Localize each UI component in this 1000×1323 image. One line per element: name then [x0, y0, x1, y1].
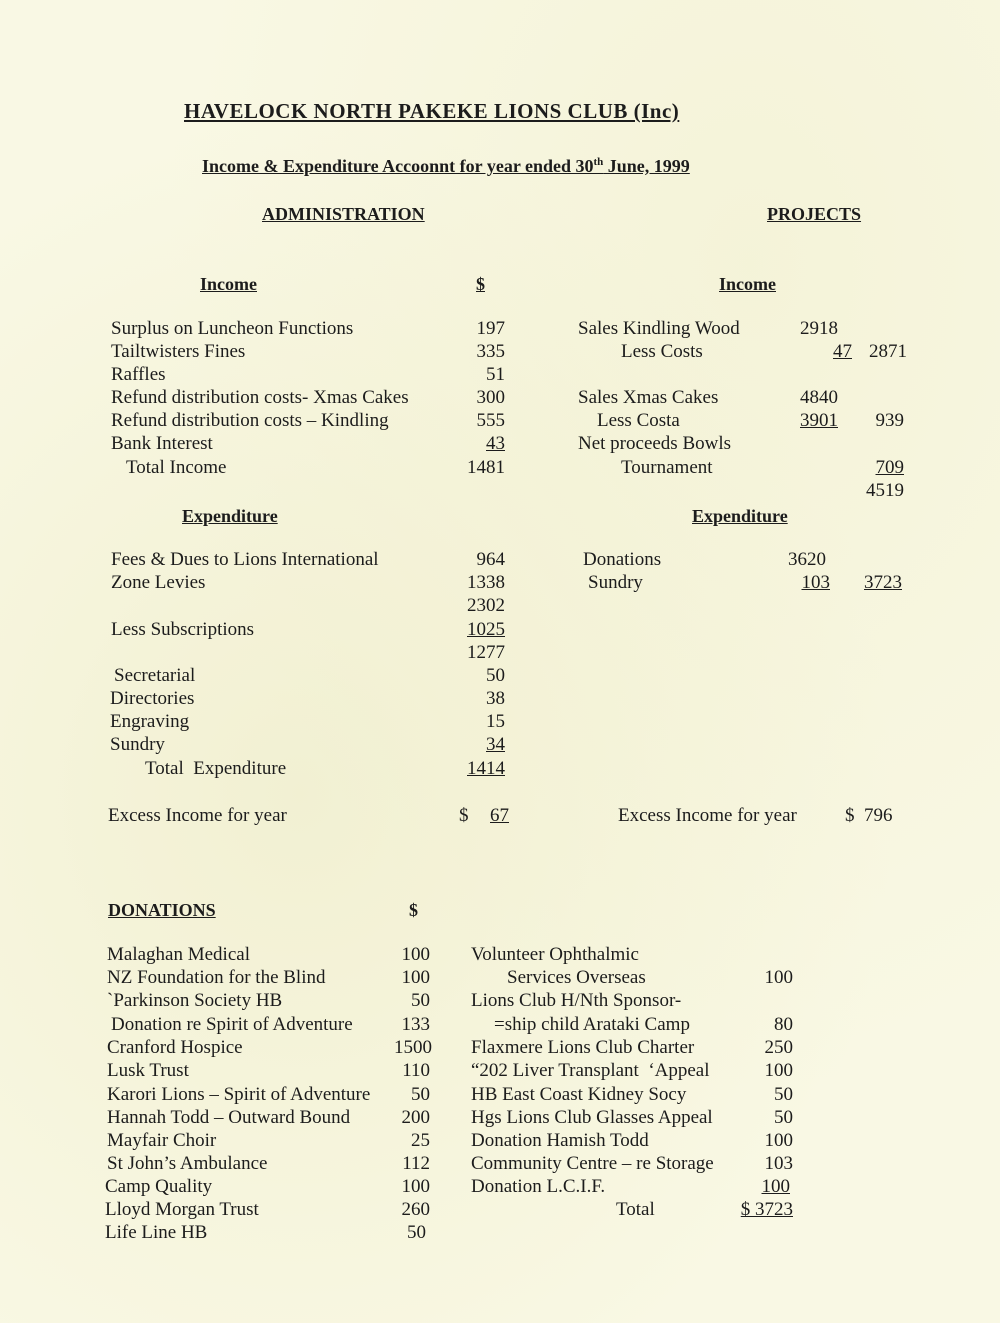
admin-income-heading: Income: [200, 274, 257, 294]
donations-total-value: $ 3723: [740, 1199, 793, 1220]
donation-label: Life Line HB: [105, 1222, 208, 1243]
admin-excess-label: Excess Income for year: [108, 805, 287, 826]
admin-total-income-label: Total Income: [126, 457, 227, 478]
admin-income-value: 300: [476, 387, 505, 408]
donation-label: HB East Coast Kidney Socy: [471, 1084, 687, 1105]
donation-label: Donation L.C.I.F.: [471, 1176, 606, 1197]
admin-expenditure-value: 15: [486, 711, 505, 732]
donation-label: =ship child Arataki Camp: [494, 1014, 690, 1035]
donation-label: Hgs Lions Club Glasses Appeal: [471, 1107, 713, 1128]
projects-expenditure-label: Sundry: [588, 572, 643, 593]
projects-income-net: 709: [875, 457, 904, 478]
projects-income-label: Less Costa: [597, 410, 680, 431]
donation-value: 112: [402, 1153, 430, 1174]
admin-total-expenditure-value: 1414: [467, 758, 505, 779]
donation-label: Flaxmere Lions Club Charter: [471, 1037, 695, 1058]
projects-income-net: 939: [875, 410, 904, 431]
donation-value: 250: [764, 1037, 793, 1058]
admin-expenditure-label: Less Subscriptions: [111, 619, 255, 640]
admin-expenditure-subtotal: 2302: [467, 595, 505, 616]
projects-income-net: 2871: [869, 341, 907, 362]
projects-expenditure-heading: Expenditure: [692, 506, 788, 526]
projects-expenditure-net: 3723: [864, 572, 902, 593]
donation-label: Camp Quality: [105, 1176, 213, 1197]
projects-income-label: Sales Xmas Cakes: [578, 387, 719, 408]
admin-income-value: 51: [486, 364, 505, 385]
admin-income-value: 555: [476, 410, 505, 431]
admin-expenditure-subtotal: 1277: [467, 642, 505, 663]
donation-label: Lloyd Morgan Trust: [105, 1199, 259, 1220]
projects-expenditure-amount: 103: [801, 572, 830, 593]
donation-label: Hannah Todd – Outward Bound: [107, 1107, 351, 1128]
donation-label: Cranford Hospice: [107, 1037, 243, 1058]
admin-total-income-value: 1481: [467, 457, 505, 478]
admin-total-expenditure-label: Total Expenditure: [145, 758, 287, 779]
donation-value: 200: [401, 1107, 430, 1128]
admin-expenditure-value: 964: [476, 549, 505, 570]
donation-value: 50: [411, 990, 430, 1011]
donation-label: Donation Hamish Todd: [471, 1130, 649, 1151]
projects-income-total: 4519: [866, 480, 904, 501]
donation-value: 133: [401, 1014, 430, 1035]
admin-income-label: Surplus on Luncheon Functions: [111, 318, 354, 339]
donation-label: St John’s Ambulance: [107, 1153, 268, 1174]
admin-income-value: 335: [476, 341, 505, 362]
donation-label: NZ Foundation for the Blind: [107, 967, 326, 988]
admin-expenditure-value: 1025: [467, 619, 505, 640]
admin-income-label: Raffles: [111, 364, 166, 385]
donation-value: 100: [764, 967, 793, 988]
donation-value: 50: [407, 1222, 426, 1243]
donation-value: 1500: [394, 1037, 432, 1058]
subtitle-date: June, 1999: [603, 156, 690, 176]
donation-value: 100: [764, 1130, 793, 1151]
donations-currency-heading: $: [409, 900, 418, 920]
donation-value: 260: [401, 1199, 430, 1220]
projects-excess-value: 796: [864, 805, 893, 826]
subtitle-superscript: th: [593, 156, 604, 168]
donation-value: 100: [761, 1176, 790, 1197]
projects-income-label: Less Costs: [621, 341, 703, 362]
projects-income-heading: Income: [719, 274, 776, 294]
document-title: HAVELOCK NORTH PAKEKE LIONS CLUB (Inc): [184, 99, 680, 123]
donation-label: Volunteer Ophthalmic: [471, 944, 639, 965]
projects-income-label: Sales Kindling Wood: [578, 318, 740, 339]
admin-expenditure-value: 1338: [467, 572, 505, 593]
donation-label: Donation re Spirit of Adventure: [111, 1014, 353, 1035]
donation-value: 80: [774, 1014, 793, 1035]
admin-income-label: Refund distribution costs- Xmas Cakes: [111, 387, 409, 408]
admin-income-label: Refund distribution costs – Kindling: [111, 410, 389, 431]
donation-label: “202 Liver Transplant ‘Appeal: [471, 1060, 710, 1081]
admin-income-label: Bank Interest: [111, 433, 213, 454]
projects-heading: PROJECTS: [767, 204, 862, 224]
admin-income-label: Tailtwisters Fines: [111, 341, 246, 362]
admin-expenditure-heading: Expenditure: [182, 506, 278, 526]
admin-expenditure-value: 38: [486, 688, 505, 709]
projects-income-amount: 2918: [800, 318, 838, 339]
admin-income-value: 43: [486, 433, 505, 454]
donation-label: Lusk Trust: [107, 1060, 189, 1081]
donation-label: `Parkinson Society HB: [107, 990, 283, 1011]
donation-label: Mayfair Choir: [107, 1130, 217, 1151]
donation-value: 100: [401, 1176, 430, 1197]
projects-excess-currency: $: [845, 805, 855, 826]
donation-value: 103: [764, 1153, 793, 1174]
projects-expenditure-amount: 3620: [788, 549, 826, 570]
projects-expenditure-label: Donations: [583, 549, 662, 570]
projects-income-amount: 3901: [800, 410, 838, 431]
donation-value: 100: [401, 967, 430, 988]
admin-income-value: 197: [476, 318, 505, 339]
donation-label: Community Centre – re Storage: [471, 1153, 714, 1174]
admin-expenditure-label: Directories: [110, 688, 195, 709]
donation-value: 50: [411, 1084, 430, 1105]
admin-expenditure-value: 50: [486, 665, 505, 686]
donation-label: Karori Lions – Spirit of Adventure: [107, 1084, 371, 1105]
admin-excess-value: 67: [490, 805, 509, 826]
projects-income-label: Net proceeds Bowls: [578, 433, 732, 454]
donation-label: Services Overseas: [507, 967, 646, 988]
admin-expenditure-value: 34: [486, 734, 505, 755]
donation-value: 50: [774, 1084, 793, 1105]
admin-expenditure-label: Zone Levies: [111, 572, 206, 593]
donation-value: 50: [774, 1107, 793, 1128]
admin-currency-heading: $: [476, 274, 485, 294]
projects-income-label: Tournament: [621, 457, 713, 478]
admin-expenditure-label: Fees & Dues to Lions International: [111, 549, 379, 570]
admin-expenditure-label: Sundry: [110, 734, 165, 755]
donation-value: 110: [402, 1060, 430, 1081]
donation-value: 100: [764, 1060, 793, 1081]
admin-excess-currency: $: [459, 805, 469, 826]
donation-label: Malaghan Medical: [107, 944, 250, 965]
subtitle-text: Income & Expenditure Accoonnt for year ended 30: [202, 156, 594, 176]
document-subtitle: [202, 155, 690, 177]
projects-excess-label: Excess Income for year: [618, 805, 797, 826]
donation-value: 100: [401, 944, 430, 965]
administration-heading: ADMINISTRATION: [262, 204, 425, 224]
projects-income-amount: 47: [833, 341, 852, 362]
donations-total-label: Total: [616, 1199, 655, 1220]
donation-value: 25: [411, 1130, 430, 1151]
projects-income-amount: 4840: [800, 387, 838, 408]
admin-expenditure-label: Secretarial: [114, 665, 196, 686]
donation-label: Lions Club H/Nth Sponsor-: [471, 990, 682, 1011]
admin-expenditure-label: Engraving: [110, 711, 190, 732]
donations-heading: DONATIONS: [108, 900, 216, 920]
